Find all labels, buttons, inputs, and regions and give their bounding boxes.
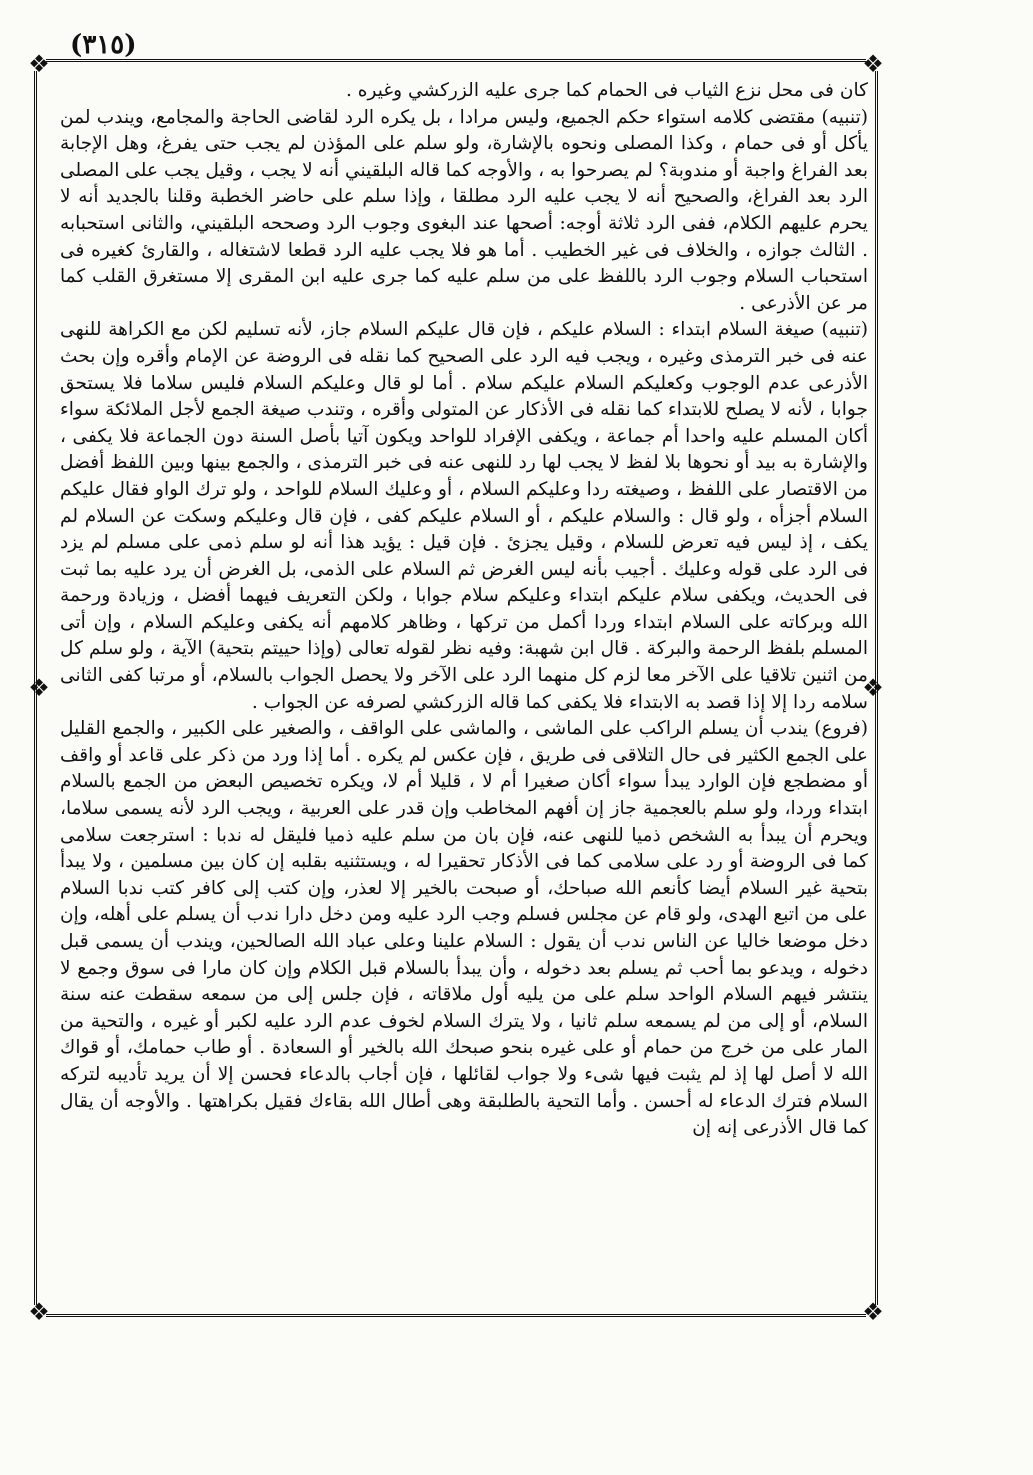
paragraph: (تنبيه) صيغة السلام ابتداء : السلام عليكم ، فإن قال عليكم السلام جاز، لأنه تسليم لكن مع الكراهة للنهى عنه فى خبر الترمذى وغيره ، ويجب فيه الرد على الصحيح كما نقله فى الروضة عن الإمام وأقره وإن بحث الأذرعى عدم الوجوب وكعليكم السلام عليكم سلام . أما لو قال وعليكم السلام فليس سلاما فلا يستحق جوابا ، لأنه لا يصلح للابتداء كما نقله فى الأذكار عن المتولى وأقره ، وتندب صيغة الجمع لأجل الملائكة سواء أكان المسلم عليه واحدا أم جماعة ، ويكفى الإفراد للواحد ويكون آتيا بأصل السنة دون الجماعة فلا يكفى ، والإشارة به بيد أو نحوها بلا لفظ لا يجب لها رد للنهى عنه فى خبر الترمذى ، والجمع بينها وبين اللفظ أفضل من الاقتصار على اللفظ ، وصيغته ردا وعليكم السلام ، أو وعليك السلام للواحد ، ولو ترك الواو فقال عليكم السلام أجزأه ، ولو قال : والسلام عليكم ، أو السلام عليكم كفى ، فإن قال وعليكم وسكت عن السلام لم يكف ، إذ ليس فيه تعرض للسلام ، وقيل يجزئ . فإن قيل : يؤيد هذا أنه لو سلم ذمى على مسلم لم يزد فى الرد على قوله وعليك . أجيب بأنه ليس الغرض ثم السلام على الذمى، بل الغرض أن يرد عليه بما ثبت فى الحديث، ويكفى سلام عليكم ابتداء وعليكم سلام جوابا ، ولكن التعريف فيهما أفضل ، وزيادة ورحمة الله وبركاته على السلام ابتداء وردا أكمل من تركها ، وظاهر كلامهم أنه يكفى وعليكم السلام ، وإن أتى المسلم بلفظ الرحمة والبركة . قال ابن شهبة: وفيه نظر لقوله تعالى (وإذا حييتم بتحية) الآية ، ولو سلم كل من اثنين تلاقيا على الآخر معا لزم كل منهما الرد على الآخر ولا يحصل الجواب بالسلام، أو مرتبا كفى الثانى سلامه ردا إلا إذا قصد به الابتداء فلا يكفى كما قاله الزركشي لصرفه عن الجواب . bbox=[60, 319, 868, 713]
corner-ornament-icon: ❖ bbox=[862, 50, 884, 78]
corner-ornament-icon: ❖ bbox=[28, 1298, 50, 1326]
border-top bbox=[46, 59, 866, 62]
corner-ornament-icon: ❖ bbox=[28, 50, 50, 78]
paragraph: (تنبيه) مقتضى كلامه استواء حكم الجميع، وليس مرادا ، بل يكره الرد لقاضى الحاجة والمجامع، ويندب لمن يأكل أو فى حمام ، وكذا المصلى ونحوه بالإشارة، ولو سلم على المؤذن لم يجب حتى يفرغ، وهل الإجابة بعد الفراغ واجبة أو مندوبة؟ لم يصرحوا به ، والأوجه كما قاله البلقيني أنه لا يجب ، وقيل يجب على المصلى الرد بعد الفراغ، والصحيح أنه لا يجب عليه الرد مطلقا ، وإذا سلم على حاضر الخطبة وقلنا بالجديد أنه لا يحرم عليهم الكلام، ففى الرد ثلاثة أوجه: أصحها عند البغوى وجوب الرد وصححه البلقيني، والثانى استحبابه . الثالث جوازه ، والخلاف فى غير الخطيب . أما هو فلا يجب عليه الرد قطعا لاشتغاله ، والقارئ كغيره فى استحباب السلام وجوب الرد باللفظ على من سلم عليه كما جرى عليه ابن المقرى إلا مستغرق القلب كما مر عن الأذرعى . bbox=[60, 106, 868, 314]
corner-ornament-icon: ❖ bbox=[862, 1298, 884, 1326]
page-number: (٣١٥) bbox=[70, 30, 137, 60]
paragraph: كان فى محل نزع الثياب فى الحمام كما جرى عليه الزركشي وغيره . bbox=[345, 80, 868, 101]
side-ornament-icon: ❖ bbox=[862, 674, 884, 702]
paragraph: (فروع) يندب أن يسلم الراكب على الماشى ، والماشى على الواقف ، والصغير على الكبير ، والجمع القليل على الجمع الكثير فى حال التلاقى فى طريق ، فإن عكس لم يكره . أما إذا ورد من ذكر على قاعد أو واقف أو مضطجع فإن الوارد يبدأ سواء أكان صغيرا أم لا ، قليلا أم لا، ويكره تخصيص البعض من الجمع بالسلام ابتداء وردا، ولو سلم بالعجمية جاز إن أفهم المخاطب وإن قدر على العربية ، ويجب الرد لأنه يسمى سلاما، ويحرم أن يبدأ به الشخص ذميا للنهى عنه، فإن بان من سلم عليه ذميا فليقل له ندبا : استرجعت سلامى كما فى الروضة أو رد على سلامى كما فى الأذكار تحقيرا له ، ويستثنيه بقلبه إن كان بين مسلمين ، ولا يبدأ بتحية غير السلام أيضا كأنعم الله صباحك، أو صبحت بالخير إلا لعذر، وإن كتب إلى كافر كتب ندبا السلام على من اتبع الهدى، ولو قام عن مجلس فسلم وجب الرد عليه ومن دخل دارا ندب أن يسلم على أهله، وإن دخل موضعا خاليا عن الناس ندب أن يقول : السلام علينا وعلى عباد الله الصالحين، ويندب أن يسمى قبل دخوله ، ويدعو بما أحب ثم يسلم بعد دخوله ، وأن يبدأ بالسلام قبل الكلام وإن كان مارا فى سوق وجمع لا ينتشر فيهم السلام الواحد سلم على من يليه أول ملاقاته ، فإن جلس إلى من سمعه سقطت عنه سنة السلام، أو إلى من لم يسمعه سلم ثانيا ، ولا يترك السلام لخوف عدم الرد عليه لكبر أو غيره ، والتحية من المار على من خرج من حمام أو على غيره بنحو صبحك الله بالخير أو السعادة . أو طاب حمامك، أو قواك الله لا أصل لها إذ لم يثبت فيها شىء ولا جواب لقائلها ، فإن أجاب بالدعاء فحسن إلا أن يريد تأديبه لتركه السلام فترك الدعاء له أحسن . وأما التحية بالطلبقة وهى أطال الله بقاءك فقيل بكراهتها . والأوجه أن يقال كما قال الأذرعى إنه إن bbox=[60, 718, 868, 1139]
page-body bbox=[60, 78, 868, 1318]
side-ornament-icon: ❖ bbox=[28, 674, 50, 702]
